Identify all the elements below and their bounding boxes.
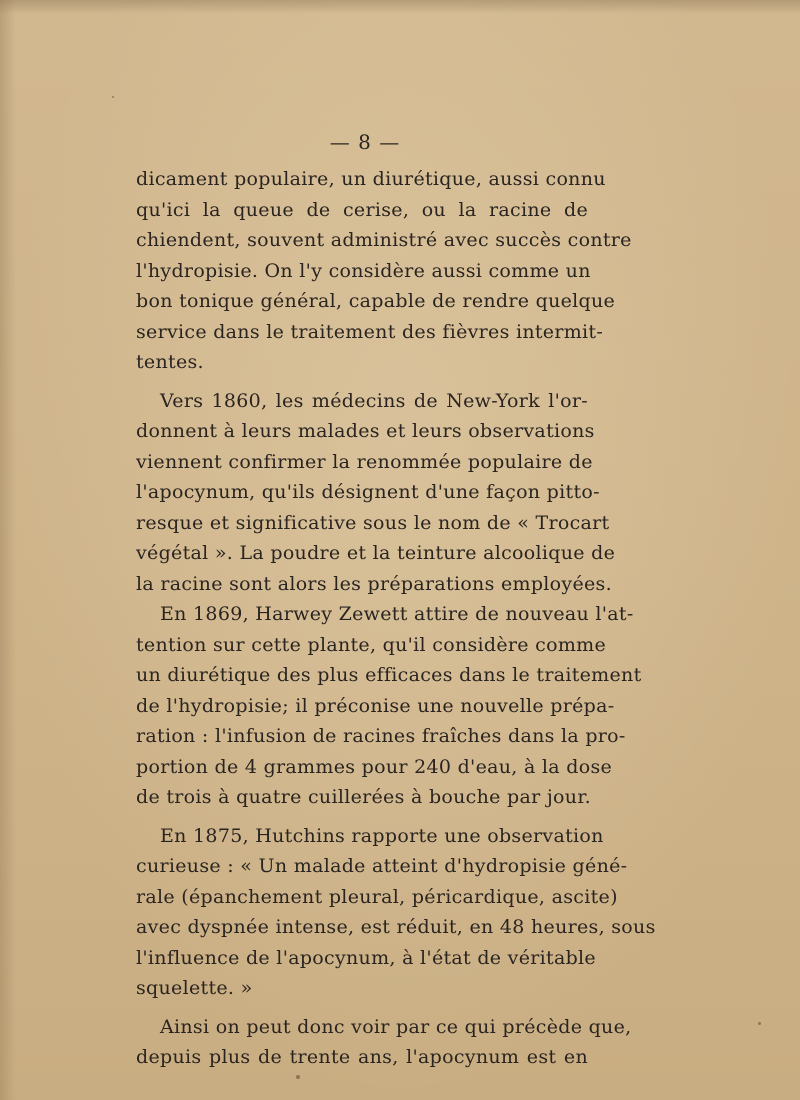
- paragraph-gap: [136, 1004, 588, 1012]
- text-line: bon tonique général, capable de rendre quelque: [136, 290, 616, 312]
- text-line: ration : l'infusion de racines fraîches dans la pro-: [136, 725, 626, 747]
- text-line: la racine sont alors les préparations employées.: [136, 572, 612, 595]
- text-line: depuis plus de trente ans, l'apocynum est en: [136, 1046, 588, 1068]
- page-top-shadow: [0, 0, 800, 14]
- body-text: [136, 164, 656, 1073]
- page-number: — 8 —: [329, 130, 401, 154]
- text-line: portion de 4 grammes pour 240 d'eau, à la dose: [136, 755, 613, 778]
- text-line: tentes.: [136, 351, 204, 373]
- text-line: rale (épanchement pleural, péricardique, ascite): [136, 885, 618, 908]
- text-line: En 1875, Hutchins rapporte une observation: [160, 824, 604, 847]
- text-line: chiendent, souvent administré avec succès contre: [136, 229, 632, 251]
- text-line: végétal ». La poudre et la teinture alcoolique de: [136, 542, 616, 564]
- text-line: de l'hydropisie; il préconise une nouvelle prépa-: [136, 694, 615, 717]
- text-line: viennent confirmer la renommée populaire de: [136, 450, 593, 473]
- text-line: avec dyspnée intense, est réduit, en 48 heures, sous: [136, 916, 656, 938]
- text-line: resque et significative sous le nom de « Trocart: [136, 511, 610, 534]
- paragraph: [136, 1012, 632, 1073]
- text-line: service dans le traitement des fièvres intermit-: [136, 320, 604, 343]
- paper-speck: [758, 1022, 761, 1025]
- paragraph: [136, 599, 642, 813]
- text-line: tention sur cette plante, qu'il considère comme: [136, 633, 607, 656]
- paper-speck: [112, 96, 114, 98]
- text-line: de trois à quatre cuillerées à bouche par jour.: [136, 786, 591, 808]
- paragraph-gap: [136, 813, 588, 821]
- text-line: dicament populaire, un diurétique, aussi connu: [136, 168, 606, 190]
- text-line: qu'ici la queue de cerise, ou la racine de: [136, 198, 588, 221]
- text-line: donnent à leurs malades et leurs observations: [136, 420, 595, 442]
- text-line: squelette. »: [136, 977, 253, 999]
- paragraph: [136, 821, 656, 1004]
- text-line: l'influence de l'apocynum, à l'état de véritable: [136, 946, 596, 969]
- text-line: l'apocynum, qu'ils désignent d'une façon pitto-: [136, 481, 600, 503]
- text-line: Vers 1860, les médecins de New-York l'or-: [160, 389, 588, 412]
- text-line: Ainsi on peut donc voir par ce qui précède que,: [160, 1015, 632, 1038]
- paragraph: [136, 164, 632, 378]
- text-line: un diurétique des plus efficaces dans le traitement: [136, 664, 642, 686]
- text-line: curieuse : « Un malade atteint d'hydropisie géné-: [136, 855, 628, 877]
- text-line: l'hydropisie. On l'y considère aussi comme un: [136, 259, 591, 282]
- paragraph-gap: [136, 378, 588, 386]
- paragraph: [136, 386, 616, 600]
- page-left-shadow: [0, 0, 16, 1100]
- text-line: En 1869, Harwey Zewett attire de nouveau l'at-: [160, 603, 634, 625]
- paper-speck: [296, 1075, 300, 1079]
